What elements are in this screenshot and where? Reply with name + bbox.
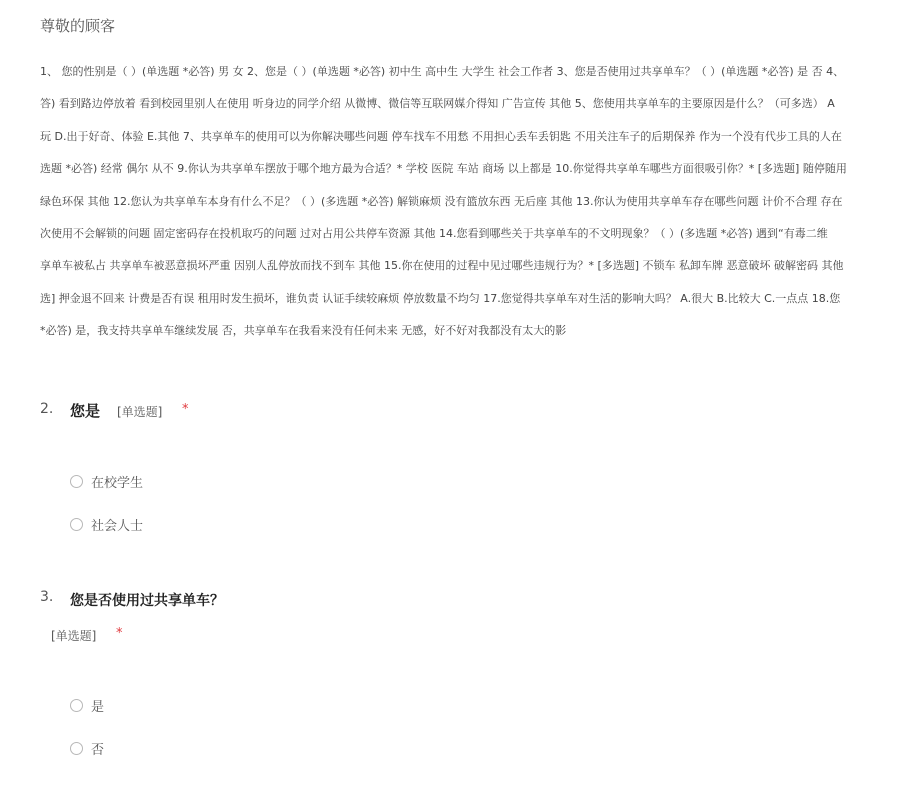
intro-line: 绿色环保 其他 12.您认为共享单车本身有什么不足？（ ）(多选题 *必答) 解锁麻烦 没有篮放东西 无后座 其他 13.你认为使用共享单车存在哪些问题 计价不合理 存在 (40, 194, 843, 208)
intro-line: 享单车被私占 共享单车被恶意损坏严重 因别人乱停放而找不到车 其他 15.你在使用的过程中见过哪些违规行为？* [多选题] 不锁车 私卸车牌 恶意破坏 破解密码 其他 (40, 259, 844, 273)
radio-button-icon[interactable] (70, 518, 83, 531)
intro-line: 答) 看到路边停放着 看到校园里别人在使用 听身边的同学介绍 从微博、微信等互联网媒介得知 广告宣传 其他 5、您使用共享单车的主要原因是什么？（可多选） A (40, 97, 835, 111)
survey-intro-text (40, 56, 900, 348)
survey-greeting: 尊敬的顾客 (40, 17, 116, 35)
option-yes[interactable] (70, 696, 104, 715)
question-title: 您是否使用过共享单车？ (70, 593, 224, 609)
option-in-school-student[interactable] (70, 472, 143, 491)
question-number: 3. (40, 589, 54, 605)
intro-line: 玩 D.出于好奇、体验 E.其他 7、共享单车的使用可以为你解决哪些问题 停车找车不用愁 不用担心丢车丢钥匙 不用关注车子的后期保养 作为一个没有代步工具的人在 (40, 129, 842, 143)
question-type-badge: [单选题] (117, 405, 163, 419)
question-title: 您是 (70, 402, 101, 420)
option-public[interactable] (70, 515, 143, 534)
option-label: 社会人士 (91, 519, 144, 534)
option-no[interactable] (70, 739, 104, 758)
intro-line: 选] 押金退不回来 计费是否有误 租用时发生损坏，谁负责 认证手续较麻烦 停放数量不均匀 17.您觉得共享单车对生活的影响大吗？ A.很大 B.比较大 C.一点点 18.您 (40, 291, 841, 305)
required-asterisk: * (116, 626, 123, 641)
intro-line: 选题 *必答) 经常 偶尔 从不 9.你认为共享单车摆放于哪个地方最为合适？* 学校 医院 车站 商场 以上都是 10.你觉得共享单车哪些方面很吸引你？* [多选题] 随停随用 (40, 162, 847, 176)
question-type-badge: [单选题] (51, 629, 97, 643)
radio-button-icon[interactable] (70, 742, 83, 755)
intro-line: 次使用不会解锁的问题 固定密码存在投机取巧的问题 过对占用公共停车资源 其他 14.您看到哪些关于共享单车的不文明现象？（ ）(多选题 *必答) 遇到“有毒二维 (40, 226, 828, 240)
radio-button-icon[interactable] (70, 475, 83, 488)
option-label: 是 (91, 700, 105, 715)
option-label: 在校学生 (91, 476, 144, 491)
radio-button-icon[interactable] (70, 699, 83, 712)
intro-line: *必答) 是，我支持共享单车继续发展 否，共享单车在我看来没有任何未来 无感，好不好对我都没有太大的影 (40, 324, 567, 338)
option-label: 否 (91, 743, 105, 758)
question-number: 2. (40, 401, 54, 417)
required-asterisk: * (182, 402, 189, 417)
intro-line: 1、 您的性别是（ ）(单选题 *必答) 男 女 2、您是（ ）(单选题 *必答) 初中生 高中生 大学生 社会工作者 3、您是否使用过共享单车？（ ）(单选题 *必答) 是 否 4、 (40, 65, 845, 78)
